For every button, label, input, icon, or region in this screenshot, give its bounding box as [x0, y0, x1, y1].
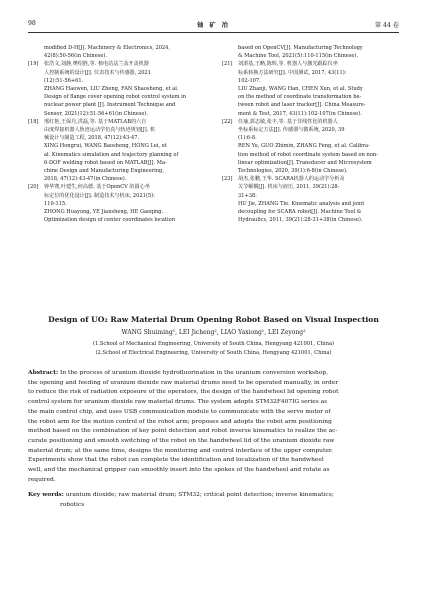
- reference-text-line: 2018, 47(12):43-47(in Chinese).: [44, 176, 127, 183]
- reference-text-line: Design of flange cover opening robot control system in: [44, 94, 186, 101]
- reference-text-line: LIU Zhanji, WANG Han, CHEN Xun, et al. Study: [238, 86, 363, 93]
- reference-number: [18]: [28, 118, 39, 125]
- abstract-line: [28, 447, 399, 457]
- reference-entry: [28, 44, 204, 60]
- header-rule: [28, 32, 399, 33]
- abstract-text: curate positioning and smooth switching of the robot on the handwheel lid of the uranium dioxide raw: [28, 437, 335, 444]
- reference-text-line: 刘湛基,王略,陈辉,等. 机器人与激光跟踪仪坐: [238, 61, 338, 68]
- reference-text-line: (12):51-56+61.: [44, 77, 84, 84]
- reference-entry: [222, 60, 398, 117]
- abstract-text: In the process of uranium dioxide hydrofluorination in the uranium conversion workshop,: [58, 370, 329, 376]
- reference-text-line: Sensor, 2021(12):51-56+61(in Chinese).: [44, 110, 149, 117]
- reference-text-line: 任瑜,郭志敏,张丰,等. 基于非线性化的机器人: [238, 118, 338, 125]
- reference-number: [23]: [222, 176, 233, 183]
- keywords-label: Key words:: [28, 491, 64, 498]
- reference-entry: [222, 118, 398, 175]
- reference-entry: [28, 183, 204, 224]
- abstract-line: [28, 408, 399, 418]
- keywords-text: robotics: [60, 501, 85, 508]
- reference-text-line: & Machine Tool, 2021(5):110-115(in Chinese).: [238, 53, 358, 60]
- reference-text-line: ment & Test, 2017, 43(11):102-107(in Chinese).: [238, 110, 362, 117]
- reference-text-line: decoupling for SCARA robot[J]. Machine Tool &: [238, 209, 362, 216]
- abstract-text: Experiments show that the robot can complete the identification and localization of the handwheel: [28, 457, 324, 464]
- reference-text-line: tion method of robot coordinate system based on non-: [238, 151, 378, 158]
- reference-text-line: Technologies, 2020, 39(1):6-8(in Chinese).: [238, 168, 348, 175]
- keywords-line: [28, 490, 399, 501]
- abstract-line: [28, 388, 399, 398]
- reference-number: [21]: [222, 61, 233, 68]
- volume-label: 第 44 卷: [374, 22, 399, 29]
- reference-text-line: ZHANG Haowen, LIU Zheng, FAN Shaosheng, et al.: [44, 86, 179, 93]
- running-header: [28, 20, 399, 32]
- abstract-line: [28, 456, 399, 466]
- article-authors: WANG Shuiming¹, LEI Jicheng², LIAO Yaxiong¹, LEI Zeyong²: [121, 329, 306, 336]
- abstract-line: [28, 427, 399, 437]
- reference-text-line: 标定位的优化设计[J]. 制造技术与机床, 2021(5):: [44, 192, 155, 199]
- article-title: Design of UO₂ Raw Material Drum Opening Robot Based on Visual Inspection: [48, 315, 379, 324]
- affiliation-1: (1.School of Mechanical Engineering, University of South China, Hengyang 421001, China): [92, 341, 335, 347]
- keywords-text: uranium dioxide; raw material drum; STM32; critical point detection; inverse kinematics;: [63, 492, 334, 498]
- abstract-line: [28, 476, 399, 486]
- abstract-text: the opening and feeding of uranium dioxide raw material drums need to be operated manually, in order: [28, 379, 339, 386]
- reference-text-line: linear optimization[J]. Transducer and Microsystem: [238, 159, 372, 166]
- reference-number: [22]: [222, 118, 233, 125]
- abstract-line: [28, 379, 399, 389]
- reference-text-line: 邢红艳,王保丹,洪磊,等. 基于MATLAB的六自: [44, 118, 147, 125]
- reference-text-line: 坐标系标定方法[J]. 传感器与微系统, 2020, 39: [238, 127, 345, 134]
- reference-text-line: 102-107.: [238, 77, 261, 84]
- abstract-text: control system for uranium dioxide raw material drums. The system adopts STM32F407IG series as: [28, 399, 328, 406]
- reference-text-line: Optimization design of center coordinates location: [44, 217, 175, 224]
- reference-text-line: REN Yu, GUO Zhimin, ZHANG Feng, et al. Calibra-: [238, 143, 370, 150]
- page-number: 98: [28, 20, 36, 27]
- reference-entry: [28, 60, 204, 117]
- reference-text-line: al. Kinematics simulation and trajectory planning of: [44, 151, 179, 158]
- abstract-text: to reduce the risk of radiation exposure of the operators, the design of the handwheel lid opening robot: [28, 389, 339, 396]
- reference-text-line: 42(8):50-56(in Chinese).: [44, 53, 107, 60]
- reference-entry: [222, 175, 398, 224]
- references-left-column: [28, 44, 204, 224]
- reference-number: [20]: [28, 184, 39, 191]
- abstract-line: [28, 437, 399, 447]
- abstract-text: well, and the mechanical gripper can smoothly insert into the spokes of the handwheel and rotate as: [28, 467, 330, 474]
- reference-text-line: 胡杰,张鹏,王华. SCARA机器人的运动学分析及: [238, 176, 345, 183]
- reference-entry: [28, 118, 204, 184]
- reference-text-line: modified D-H[J]. Machinery & Electronics, 2024,: [44, 45, 171, 51]
- abstract-text: required.: [28, 476, 56, 483]
- references-right-column: [222, 44, 398, 224]
- reference-text-line: 张浩文,刘静,樊绍胜,等. 核电站法兰盖开盖机器: [44, 61, 149, 68]
- reference-text-line: 械设计与制造工程, 2018, 47(12):43-47.: [44, 135, 140, 142]
- abstract-line: [28, 418, 399, 428]
- reference-text-line: 标系转换方法研究[J]. 中国测试, 2017, 43(11):: [238, 69, 347, 76]
- reference-text-line: 6-DOF welding robot based on MATLAB[J]. Ma-: [44, 159, 167, 166]
- reference-text-line: chine Design and Manufacturing Engineering,: [44, 168, 164, 175]
- reference-text-line: XING Hongrui, WANG Baosheng, HONG Lei, et: [44, 143, 167, 150]
- abstract-text: the main control chip, and uses USB communication module to communicate with the servo motor of: [28, 408, 331, 415]
- reference-text-line: (1):6-8.: [238, 135, 257, 142]
- keywords: [28, 490, 399, 510]
- reference-text-line: 钟华骞,叶建生,何高德. 基于OpenCV 的圆心坐: [44, 184, 150, 191]
- journal-name: 铀 矿 冶: [197, 22, 230, 29]
- abstract-line: [28, 398, 399, 408]
- abstract-text: method based on the combination of key point detection and robot inverse kinematics to realize the ac-: [28, 428, 338, 435]
- abstract-text: material drum; at the same time, designs the monitoring and control interface of the upper computer.: [28, 447, 333, 454]
- reference-text-line: based on OpenCV[J]. Manufacturing Technology: [238, 45, 363, 51]
- reference-text-line: 31+38.: [238, 192, 257, 199]
- reference-text-line: ZHONG Huayong, YE Jiansheng, HE Gaoqing.: [44, 209, 164, 216]
- reference-text-line: on the method of coordinate transformation be-: [238, 94, 362, 101]
- reference-text-line: tween robot and laser tracker[J]. China Measure-: [238, 102, 366, 109]
- reference-number: [19]: [28, 61, 39, 68]
- reference-text-line: nuclear power plant [J]. Instrument Technique and: [44, 102, 176, 109]
- abstract-text: the robot arm for the motion control of the robot arm; proposes and adopts the robot arm positioning: [28, 418, 332, 425]
- abstract-line: [28, 368, 399, 379]
- affiliation-2: (2.School of Electrical Engineering, University of South China, Hengyang 421001, China): [95, 350, 332, 356]
- reference-text-line: 关节解耦[J]. 机床与液压, 2011, 39(21):28-: [238, 184, 340, 191]
- reference-entry: [222, 44, 398, 60]
- reference-text-line: 人控制系统的设计[J]. 仪表技术与传感器, 2021: [44, 69, 151, 76]
- abstract-line: [28, 466, 399, 476]
- reference-text-line: HU Jie, ZHANG Tie. Kinematic analysis and joint: [238, 200, 365, 207]
- reference-text-line: 由度焊接机器人轨迹运动学仿真与轨迹规划[J]. 机: [44, 127, 156, 134]
- reference-text-line: Hydraulics, 2011, 39(21):28-31+38(in Chinese).: [238, 217, 363, 224]
- abstract: [28, 368, 399, 485]
- keywords-line: [28, 501, 399, 511]
- abstract-label: Abstract:: [28, 369, 59, 376]
- reference-text-line: 110-115.: [44, 200, 67, 207]
